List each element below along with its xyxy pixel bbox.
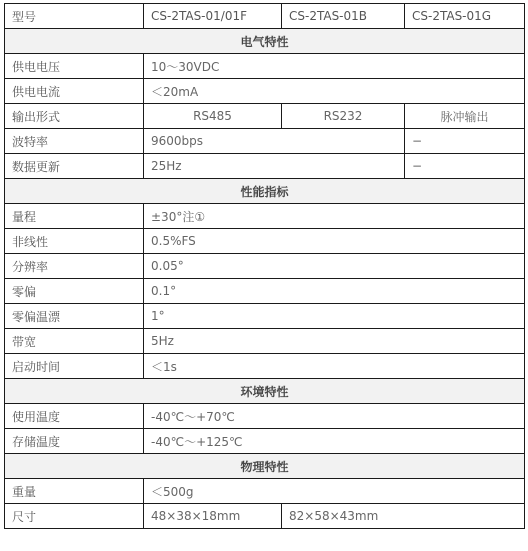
row-label: 启动时间 (5, 354, 144, 379)
table-row (5, 429, 525, 454)
row-value-g: − (405, 129, 525, 154)
table-row (5, 204, 525, 229)
model-01-01f: CS-2TAS-01/01F (144, 4, 282, 29)
row-value: ＜1s (144, 354, 525, 379)
row-label: 供电电流 (5, 79, 144, 104)
section-performance-title: 性能指标 (5, 179, 525, 204)
table-row (5, 54, 525, 79)
section-row (5, 379, 525, 404)
row-value: ＜20mA (144, 79, 525, 104)
table-row (5, 254, 525, 279)
table-row (5, 479, 525, 504)
model-01b: CS-2TAS-01B (282, 4, 405, 29)
row-value: 0.1° (144, 279, 525, 304)
table-row (5, 354, 525, 379)
size-large: 82×58×43mm (282, 504, 525, 529)
row-value: ＜500g (144, 479, 525, 504)
row-value: 1° (144, 304, 525, 329)
row-value: -40℃～+70℃ (144, 404, 525, 429)
section-electrical-title: 电气特性 (5, 29, 525, 54)
row-value: 9600bps (144, 129, 405, 154)
table-row (5, 229, 525, 254)
row-value: 0.5%FS (144, 229, 525, 254)
row-label: 量程 (5, 204, 144, 229)
table-row (5, 129, 525, 154)
size-small: 48×38×18mm (144, 504, 282, 529)
output-rs232: RS232 (282, 104, 405, 129)
row-label: 零偏温漂 (5, 304, 144, 329)
row-value-g: − (405, 154, 525, 179)
row-label: 供电电压 (5, 54, 144, 79)
table-row (5, 79, 525, 104)
row-value: 0.05° (144, 254, 525, 279)
row-value: -40℃～+125℃ (144, 429, 525, 454)
table-row (5, 279, 525, 304)
section-row (5, 454, 525, 479)
output-pulse: 脉冲输出 (405, 104, 525, 129)
section-physical-title: 物理特性 (5, 454, 525, 479)
row-label: 波特率 (5, 129, 144, 154)
row-label: 带宽 (5, 329, 144, 354)
table-row (5, 504, 525, 529)
table-row (5, 154, 525, 179)
section-row (5, 29, 525, 54)
row-value: 5Hz (144, 329, 525, 354)
section-row (5, 179, 525, 204)
row-label: 非线性 (5, 229, 144, 254)
row-label: 零偏 (5, 279, 144, 304)
model-label: 型号 (5, 4, 144, 29)
row-label: 输出形式 (5, 104, 144, 129)
model-01g: CS-2TAS-01G (405, 4, 525, 29)
row-label: 重量 (5, 479, 144, 504)
row-value: ±30°注① (144, 204, 525, 229)
row-value: 25Hz (144, 154, 405, 179)
table-row (5, 4, 525, 29)
table-row (5, 404, 525, 429)
row-label: 存储温度 (5, 429, 144, 454)
row-value: 10～30VDC (144, 54, 525, 79)
table-row (5, 304, 525, 329)
table-row (5, 329, 525, 354)
row-label: 分辨率 (5, 254, 144, 279)
output-rs485: RS485 (144, 104, 282, 129)
section-environment-title: 环境特性 (5, 379, 525, 404)
row-label: 尺寸 (5, 504, 144, 529)
row-label: 数据更新 (5, 154, 144, 179)
spec-table (4, 3, 525, 529)
table-row (5, 104, 525, 129)
row-label: 使用温度 (5, 404, 144, 429)
